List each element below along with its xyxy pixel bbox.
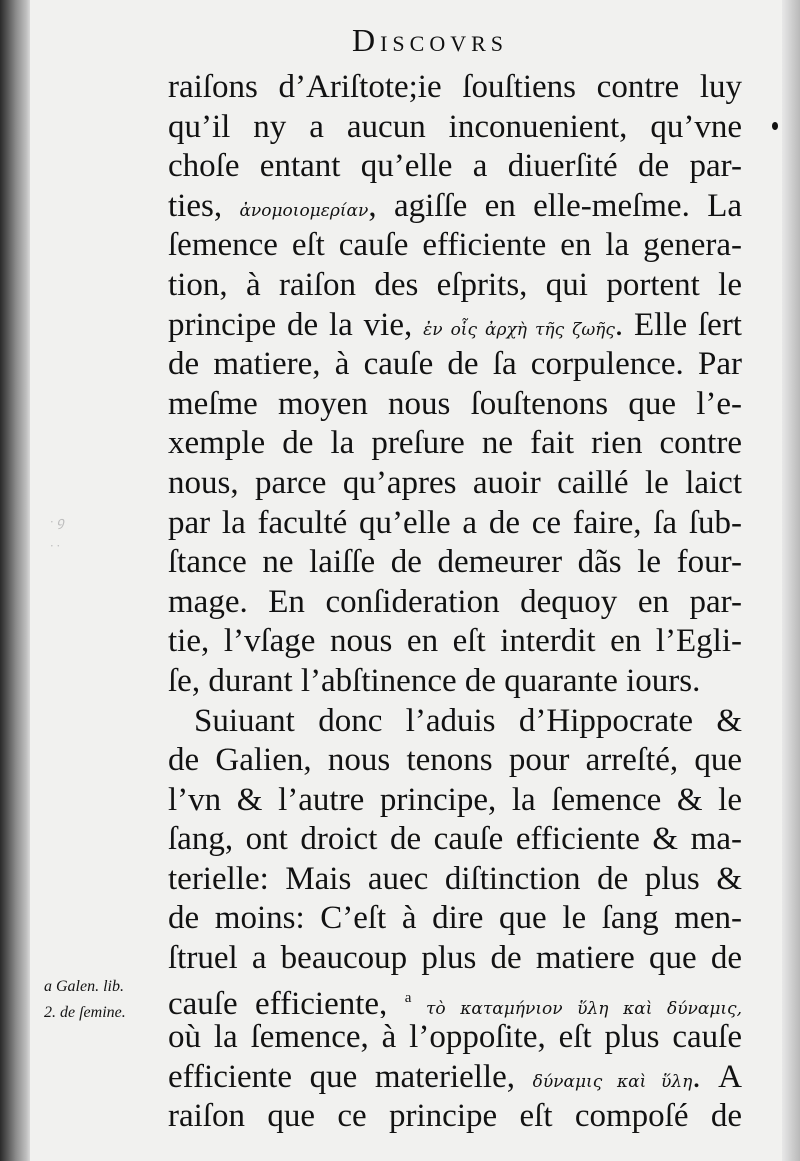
margin-note: 2. de ſemine. [44,1004,126,1021]
text-line: tion, à raiſon des eſprits, qui portent le [168,266,742,303]
text-line: xemple de la preſure ne fait rien contre [168,425,742,462]
text-line: de matiere, à cauſe de ſa corpulence. Par [168,346,742,383]
text-segment: . A [692,1058,742,1095]
footnote-marker: a [404,989,412,1006]
text-line: ſtruel a beaucoup plus de matiere que de [168,940,742,977]
greek-phrase: ἐν οἷς ἀρχὴ τῆς ζωῆς [423,319,615,340]
text-line: qu’il ny a aucun inconuenient, qu’vne [168,108,742,145]
greek-phrase: δύναμις καὶ ὕλη [532,1071,693,1092]
text-line [168,1058,742,1098]
text-line [168,187,742,227]
text-line: ſe, durant l’abſtinence de quarante iours. [168,662,701,699]
text-segment: , agiſſe en elle-meſme. La [368,187,742,224]
text-line: par la faculté qu’elle a de ce faire, ſa ſub- [168,504,742,541]
text-segment: . Elle ſert [614,306,742,343]
text-line: raiſon que ce principe eſt compoſé de [168,1098,742,1135]
text-line: Suiuant donc l’aduis d’Hippocrate & [194,702,742,739]
text-line: choſe entant qu’elle a diuerſité de par- [168,148,742,185]
greek-phrase: ἀνομοιομερίαν [239,200,369,221]
text-segment: efficiente que materielle, [168,1058,533,1095]
greek-phrase: τὸ καταμήνιον ὕλη καὶ δύναμις, [411,998,742,1019]
margin-note: a Galen. lib. [44,978,124,995]
running-head: Discovrs [352,22,509,58]
text-line: de moins: C’eſt à dire que le ſang men- [168,900,742,937]
text-line: mage. En conſideration dequoy en par- [168,583,742,620]
text-line: l’vn & l’autre principe, la ſemence & le [168,781,742,818]
text-line: raiſons d’Ariſtote;ie ſouſtiens contre luy [168,69,742,105]
book-binding [0,0,32,1161]
text-line: où la ſemence, à l’oppoſite, eſt plus cauſe [168,1019,742,1056]
text-line: ſang, ont droict de cauſe efficiente & ma- [168,821,742,858]
ink-spot [772,122,778,130]
text-line [168,306,742,346]
show-through-text: · · [50,538,60,553]
text-line: ſtance ne laiſſe de demeurer dãs le four- [168,544,742,581]
text-segment: cauſe efficiente, [168,985,405,1019]
page-edge [782,0,800,1161]
text-line: tie, l’vſage nous en eſt interdit en l’Egli- [168,623,742,660]
text-line: nous, parce qu’apres auoir caillé le laict [168,464,742,501]
text-line [168,979,742,1019]
body-text [168,68,742,1137]
text-segment: principe de la vie, [168,306,424,343]
text-line: terielle: Mais auec diſtinction de plus & [168,860,742,897]
text-segment: ties, [168,187,240,224]
text-line: meſme moyen nous ſouſtenons que l’e- [168,385,742,422]
show-through-text: · ꝯ [50,514,65,529]
text-line: ſemence eſt cauſe efficiente en la genera- [168,227,742,264]
text-line: de Galien, nous tenons pour arreſté, que [168,742,742,779]
